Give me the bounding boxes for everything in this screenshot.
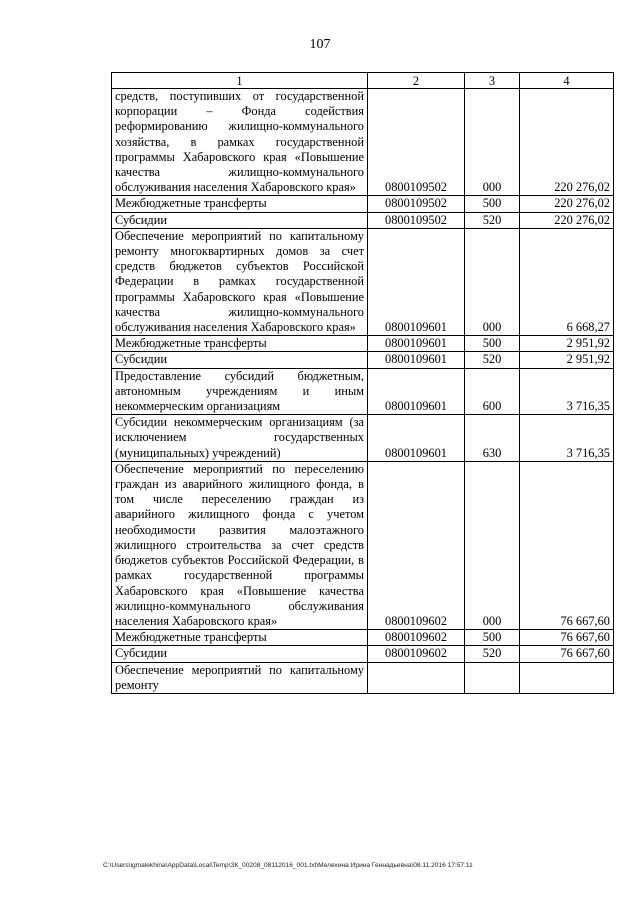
table-row [112,461,614,629]
row-target-code: 0800109601 [368,352,465,368]
row-description: Обеспечение мероприятий по капитальному ремонту [112,662,368,693]
row-amount: 6 668,27 [520,228,614,335]
header-col-4: 4 [520,73,614,89]
table-row [112,352,614,368]
table-header-row [112,73,614,89]
row-target-code: 0800109601 [368,336,465,352]
row-target-code: 0800109602 [368,630,465,646]
header-col-3: 3 [465,73,520,89]
row-expense-type: 500 [465,630,520,646]
row-description: Межбюджетные трансферты [112,196,368,212]
row-amount: 2 951,92 [520,336,614,352]
row-amount: 220 276,02 [520,89,614,196]
row-description: Межбюджетные трансферты [112,336,368,352]
table-row [112,212,614,228]
row-target-code [368,662,465,693]
table-row [112,228,614,335]
row-amount: 3 716,35 [520,368,614,415]
table-row [112,415,614,462]
page-number: 107 [309,37,331,52]
row-expense-type: 520 [465,646,520,662]
row-expense-type: 000 [465,228,520,335]
row-expense-type [465,662,520,693]
header-col-1: 1 [112,73,368,89]
table-row [112,196,614,212]
budget-table [111,72,614,694]
row-target-code: 0800109602 [368,646,465,662]
row-amount: 220 276,02 [520,196,614,212]
table-row [112,646,614,662]
header-col-2: 2 [368,73,465,89]
row-target-code: 0800109601 [368,228,465,335]
row-target-code: 0800109502 [368,89,465,196]
row-expense-type: 500 [465,336,520,352]
row-description: Субсидии [112,646,368,662]
table-row [112,89,614,196]
row-target-code: 0800109601 [368,415,465,462]
row-amount: 220 276,02 [520,212,614,228]
row-amount: 76 667,60 [520,646,614,662]
row-description: Предоставление субсидий бюджетным, автономным учреждениям и иным некоммерческим организациям [112,368,368,415]
table-row [112,662,614,693]
row-expense-type: 500 [465,196,520,212]
row-amount: 3 716,35 [520,415,614,462]
row-description: Обеспечение мероприятий по капитальному ремонту многоквартирных домов за счет средств бюджетов субъектов Российской Федерации в рамках государственной программы Хабаровского края «Повышение качества жилищно-коммунального обслуживания населения Хабаровского края» [112,228,368,335]
row-target-code: 0800109601 [368,368,465,415]
row-expense-type: 600 [465,368,520,415]
row-amount [520,662,614,693]
row-target-code: 0800109502 [368,212,465,228]
row-expense-type: 520 [465,212,520,228]
row-expense-type: 630 [465,415,520,462]
row-description: Субсидии некоммерческим организациям (за исключением государственных (муниципальных) учреждений) [112,415,368,462]
row-target-code: 0800109602 [368,461,465,629]
row-target-code: 0800109502 [368,196,465,212]
row-amount: 76 667,60 [520,461,614,629]
row-description: Субсидии [112,352,368,368]
row-expense-type: 000 [465,89,520,196]
row-description: Обеспечение мероприятий по переселению граждан из аварийного жилищного фонда, в том числе переселению граждан из аварийного жилищного фонда с учетом необходимости развития малоэтажного жилищного строительства за счет средств бюджетов субъектов Российской Федерации, в рамках государственной программы Хабаровского края «Повышение качества жилищно-коммунального обслуживания населения Хабаровского края» [112,461,368,629]
row-description: Межбюджетные трансферты [112,630,368,646]
table-row [112,368,614,415]
row-expense-type: 520 [465,352,520,368]
row-description: Субсидии [112,212,368,228]
row-amount: 2 951,92 [520,352,614,368]
row-amount: 76 667,60 [520,630,614,646]
row-description: средств, поступивших от государственной корпорации – Фонда содействия реформированию жилищно-коммунального хозяйства, в рамках государственной программы Хабаровского края «Повышение качества жилищно-коммунального обслуживания населения Хабаровского края» [112,89,368,196]
file-path-footer: C:\Users\igmalekhina\AppData\Local\Temp\ЗК_00208_08112016_001.txt\Мелехина Ирина Геннадьевна\08.11.2016 17:57:11 [103,862,473,869]
table-row [112,336,614,352]
row-expense-type: 000 [465,461,520,629]
table-row [112,630,614,646]
